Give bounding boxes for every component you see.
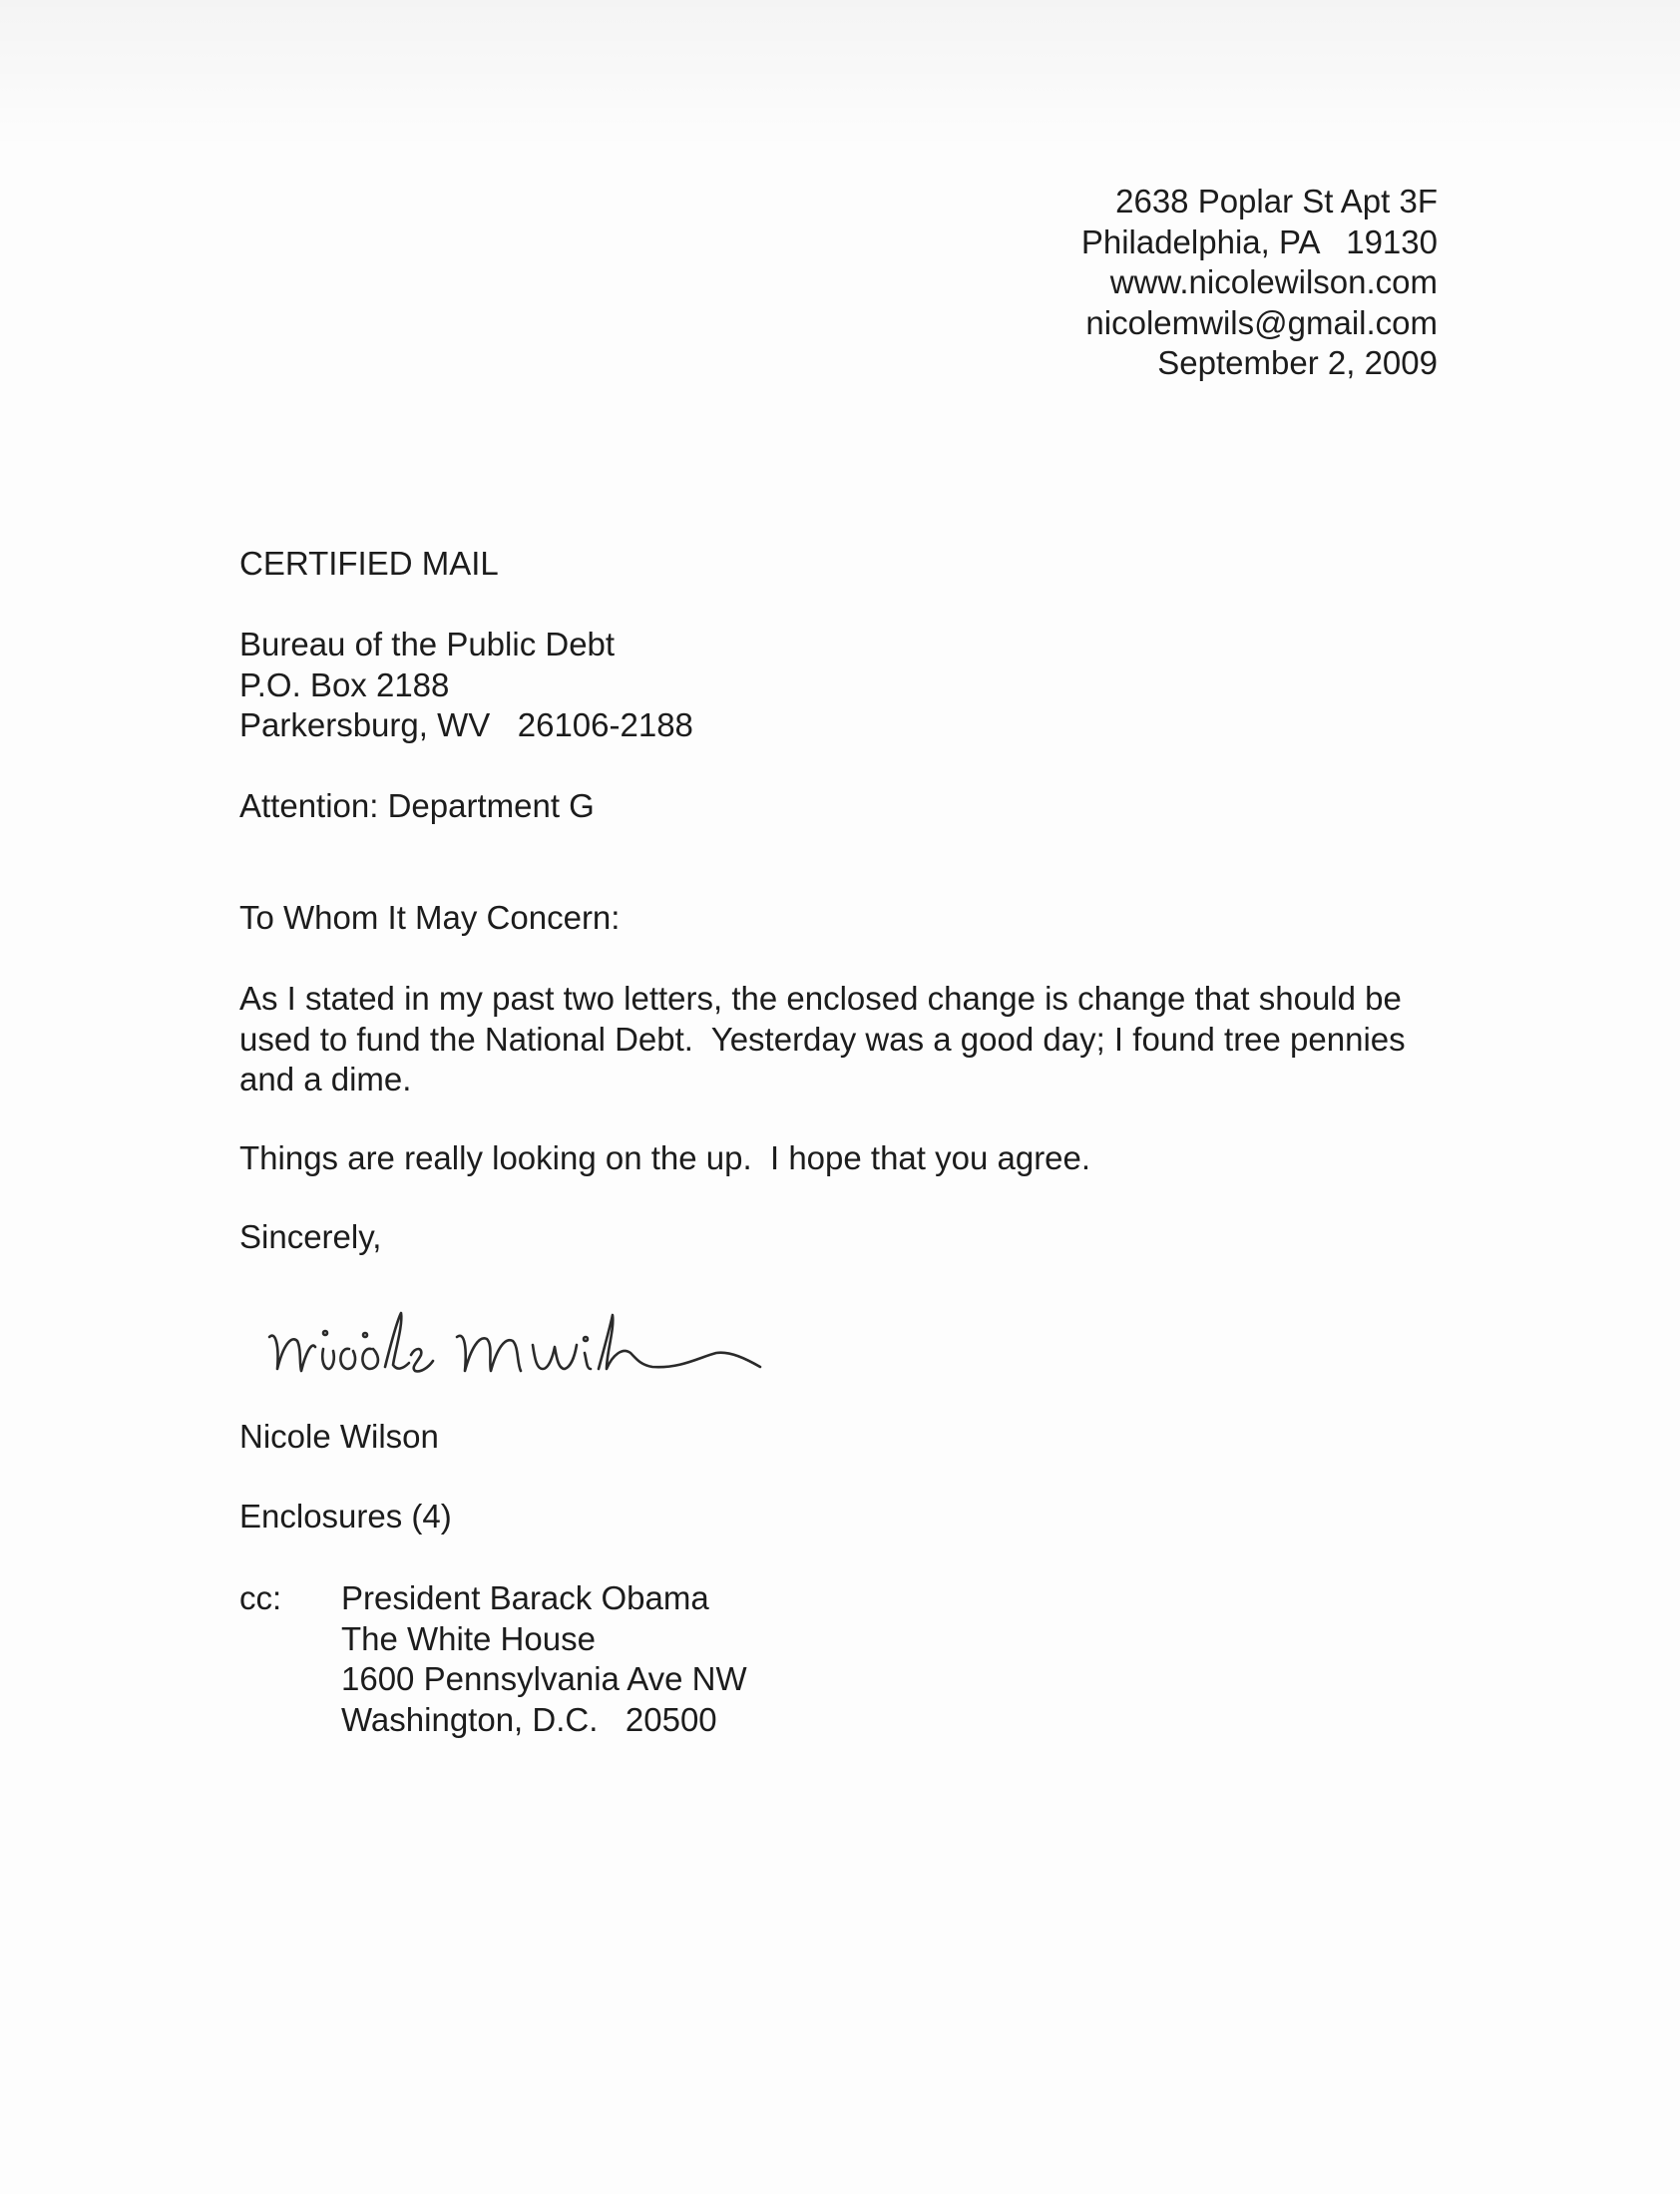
sender-city: Philadelphia, PA 19130 xyxy=(1080,222,1438,260)
sender-street: 2638 Poplar St Apt 3F xyxy=(1115,183,1438,219)
scan-shading xyxy=(0,0,1680,150)
recipient-city: Parkersburg, WV 26106-2188 xyxy=(239,706,693,743)
cc-address-block xyxy=(341,1578,747,1740)
cc-line: The White House xyxy=(341,1619,596,1657)
signer-name: Nicole Wilson xyxy=(239,1418,439,1455)
cc-line: 1600 Pennsylvania Ave NW xyxy=(341,1660,747,1697)
delivery-method: CERTIFIED MAIL xyxy=(239,545,499,582)
cc-line: President Barack Obama xyxy=(341,1579,709,1616)
sender-email: nicolemwils@gmail.com xyxy=(1085,303,1438,341)
salutation: To Whom It May Concern: xyxy=(239,899,621,936)
cc-line: Washington, D.C. 20500 xyxy=(341,1700,717,1738)
body-paragraph-1 xyxy=(239,979,1467,1100)
attention-line: Attention: Department G xyxy=(239,787,595,824)
closing: Sincerely, xyxy=(239,1218,382,1255)
body-line: and a dime. xyxy=(239,1061,412,1097)
body-line: As I stated in my past two letters, the enclosed change is change that should be xyxy=(239,980,1402,1017)
body-line: used to fund the National Debt. Yesterday was a good day; I found tree pennies xyxy=(239,1020,1406,1058)
cc-label: cc: xyxy=(239,1579,282,1616)
body-paragraph-2: Things are really looking on the up. I hope that you agree. xyxy=(239,1139,1091,1176)
enclosures-note: Enclosures (4) xyxy=(239,1498,452,1535)
sender-address-block xyxy=(1081,182,1438,384)
letter-date: September 2, 2009 xyxy=(1157,344,1438,381)
handwritten-signature xyxy=(261,1297,780,1407)
recipient-address-block xyxy=(239,625,693,746)
recipient-name: Bureau of the Public Debt xyxy=(239,626,616,662)
recipient-po-box: P.O. Box 2188 xyxy=(239,665,450,703)
sender-website: www.nicolewilson.com xyxy=(1109,263,1438,300)
